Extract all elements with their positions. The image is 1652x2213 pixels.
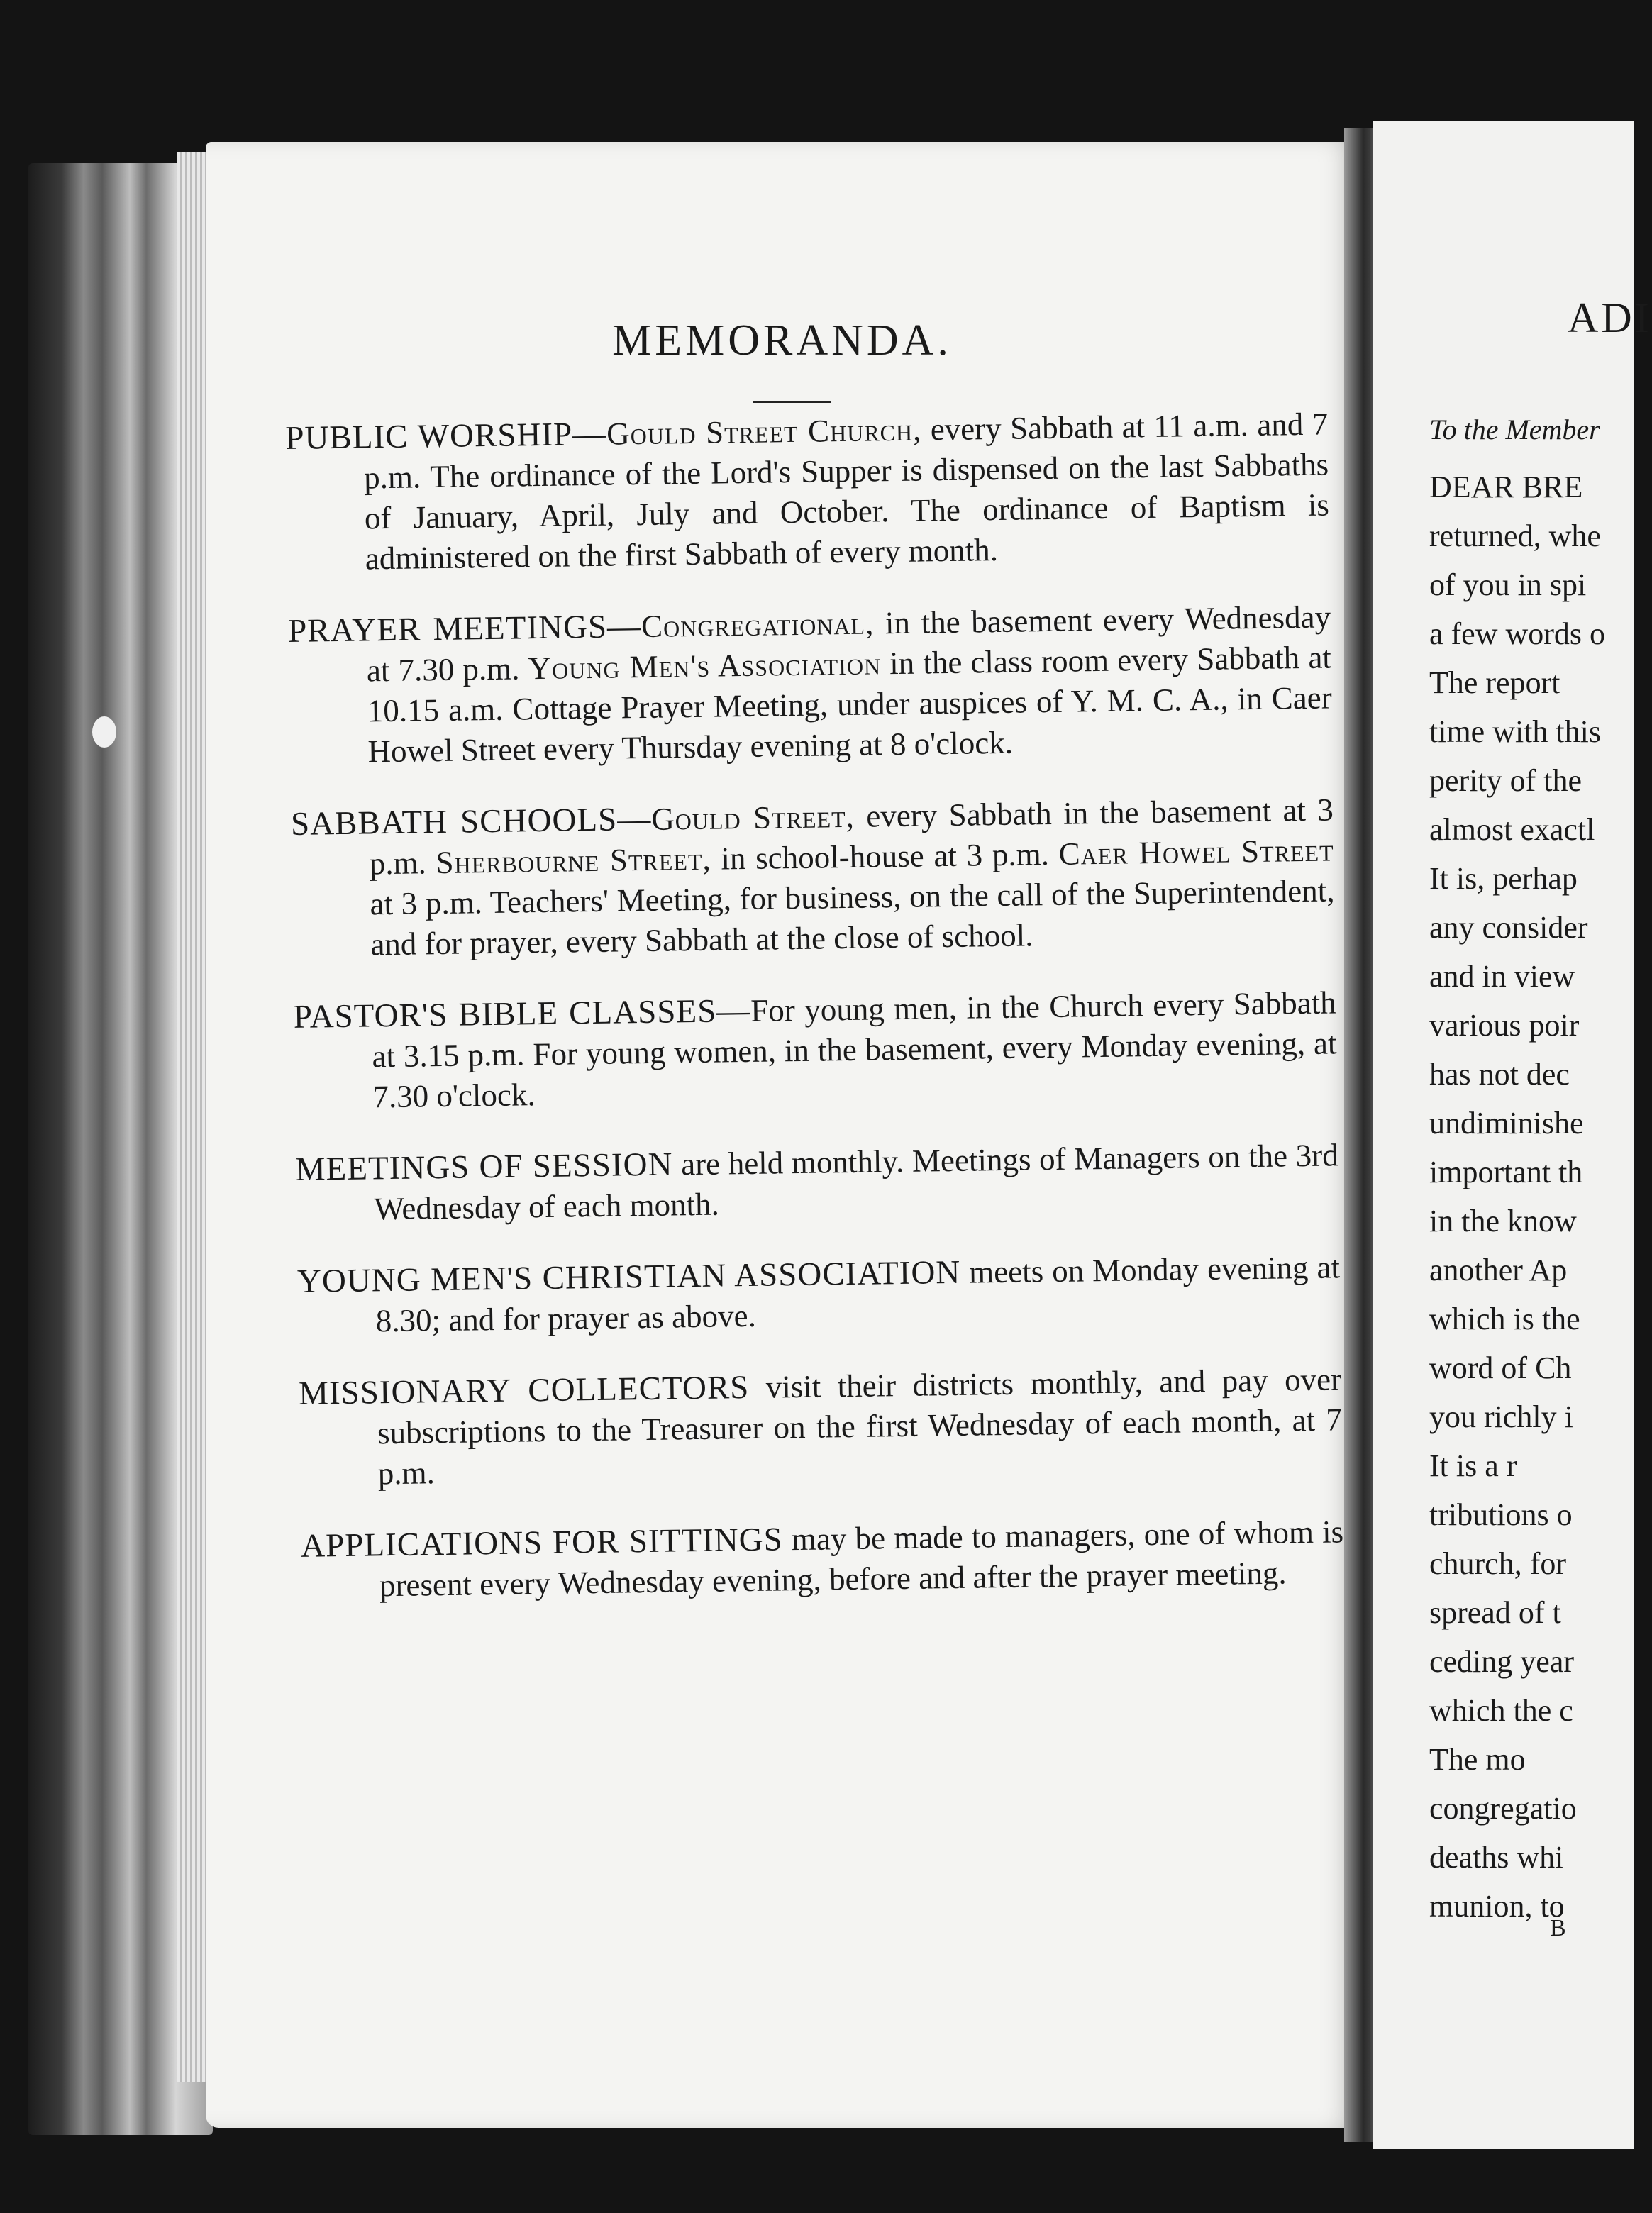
entry-smallcaps: Sherbourne Street,: [436, 841, 712, 881]
text-line: undiminishe: [1429, 1106, 1584, 1141]
text-line: you richly i: [1429, 1399, 1573, 1434]
text-line: returned, whe: [1429, 518, 1601, 553]
entry-smallcaps: Young Men's Association: [528, 645, 882, 687]
text-line: It is, perhap: [1429, 861, 1578, 896]
entry-text: meets on Monday evening at 8.30; and for prayer as above.: [375, 1249, 1341, 1339]
text-line: has not dec: [1429, 1057, 1570, 1092]
entry-text: in the basement every Wednesday at 7.30 p.m.: [366, 599, 1331, 689]
text-line: which the c: [1429, 1693, 1573, 1728]
entry-text: at 3 p.m. Teachers' Meeting, for business, on the call of the Superintendent, and for prayer, every Sabbath at the close of school.: [370, 872, 1335, 963]
entry-missionary-collectors: [299, 1359, 1343, 1495]
signature-mark: B: [1550, 1915, 1566, 1941]
text-line: any consider: [1429, 910, 1588, 945]
text-line: word of Ch: [1429, 1350, 1572, 1385]
text-line: important th: [1429, 1155, 1583, 1189]
text-line: a few words o: [1429, 616, 1606, 651]
text-line: munion, to: [1429, 1889, 1565, 1924]
right-page-lines: [1429, 462, 1642, 1931]
text-line: deaths whi: [1429, 1840, 1564, 1875]
right-page: [1373, 121, 1652, 2149]
entry-smallcaps: Caer Howel Street: [1058, 832, 1334, 872]
entry-heading: YOUNG MEN'S CHRISTIAN ASSOCIATION: [296, 1253, 961, 1300]
entry-smallcaps: Congregational,: [641, 605, 875, 645]
entry-text: in the class room every Sabbath at 10.15 a.m. Cottage Prayer Meeting, under auspices of Y. M. C. A., in Caer Howel Street every Thursday evening at 8 o'clock.: [367, 639, 1332, 770]
entry-meetings-of-session: [295, 1135, 1338, 1231]
entry-text: For young men, in the Church every Sabbath at 3.15 p.m. For young women, in the basement, every Monday evening, at 7.30 o'clock.: [372, 985, 1337, 1115]
entry-sabbath-schools: [291, 789, 1336, 966]
text-line: almost exactl: [1429, 812, 1595, 847]
memoranda-entries: [285, 404, 1345, 1638]
text-line: DEAR BRE: [1429, 470, 1583, 504]
text-line: and in view: [1429, 959, 1575, 994]
entry-text: visit their districts monthly, and pay over subscriptions to the Treasurer on the first Wednesday of each month, at 7 p.m.: [377, 1361, 1343, 1492]
page-title: MEMORANDA.: [612, 316, 952, 365]
entry-smallcaps: Gould Street,: [650, 798, 855, 837]
entry-text: may be made to managers, one of whom is present every Wednesday evening, before and after the prayer meeting.: [379, 1514, 1344, 1604]
entry-text: in school-house at 3 p.m.: [711, 836, 1060, 877]
entry-ymca: [297, 1247, 1341, 1343]
text-line: in the know: [1429, 1204, 1577, 1238]
left-page: [206, 142, 1358, 2128]
paper-blemish: [92, 716, 116, 748]
entry-heading: PUBLIC WORSHIP—: [285, 415, 607, 457]
text-line: congregatio: [1429, 1791, 1577, 1826]
entry-heading: PASTOR'S BIBLE CLASSES—: [293, 992, 751, 1036]
entry-smallcaps: Gould Street Church,: [606, 411, 922, 452]
entry-heading: APPLICATIONS FOR SITTINGS: [300, 1521, 784, 1565]
entry-text: every Sabbath at 11 a.m. and 7 p.m. The ordinance of the Lord's Supper is dispensed on the last Sabbaths of January, April, July and October. The ordinance of Baptism is administered on the first Sabbath of every month.: [363, 406, 1330, 577]
text-line: church, for: [1429, 1546, 1567, 1581]
right-page-salutation: To the Member: [1429, 414, 1600, 445]
text-line: time with this: [1429, 714, 1601, 749]
text-line: which is the: [1429, 1302, 1580, 1336]
entry-heading: PRAYER MEETINGS—: [287, 608, 642, 650]
entry-text: every Sabbath in the basement at 3 p.m.: [369, 792, 1334, 882]
text-line: The mo: [1429, 1742, 1526, 1777]
text-line: tributions o: [1429, 1497, 1573, 1532]
text-line: spread of t: [1429, 1595, 1561, 1630]
entry-text: are held monthly. Meetings of Managers on the 3rd Wednesday of each month.: [374, 1137, 1338, 1227]
right-page-title: ADI: [1568, 294, 1652, 341]
text-line: another Ap: [1429, 1253, 1568, 1287]
text-line: perity of the: [1429, 763, 1582, 798]
entry-applications-for-sittings: [301, 1512, 1344, 1607]
entry-heading: MEETINGS OF SESSION: [295, 1146, 673, 1188]
text-line: It is a r: [1429, 1448, 1517, 1483]
text-line: of you in spi: [1429, 567, 1587, 602]
title-rule: [753, 401, 831, 403]
text-line: ceding year: [1429, 1644, 1574, 1679]
entry-heading: MISSIONARY COLLECTORS: [298, 1369, 750, 1412]
entry-public-worship: [285, 404, 1330, 580]
text-line: The report: [1429, 665, 1560, 700]
entry-heading: SABBATH SCHOOLS—: [290, 800, 652, 843]
text-line: various poir: [1429, 1008, 1580, 1043]
entry-pastors-bible-classes: [293, 982, 1337, 1119]
entry-prayer-meetings: [288, 597, 1333, 773]
